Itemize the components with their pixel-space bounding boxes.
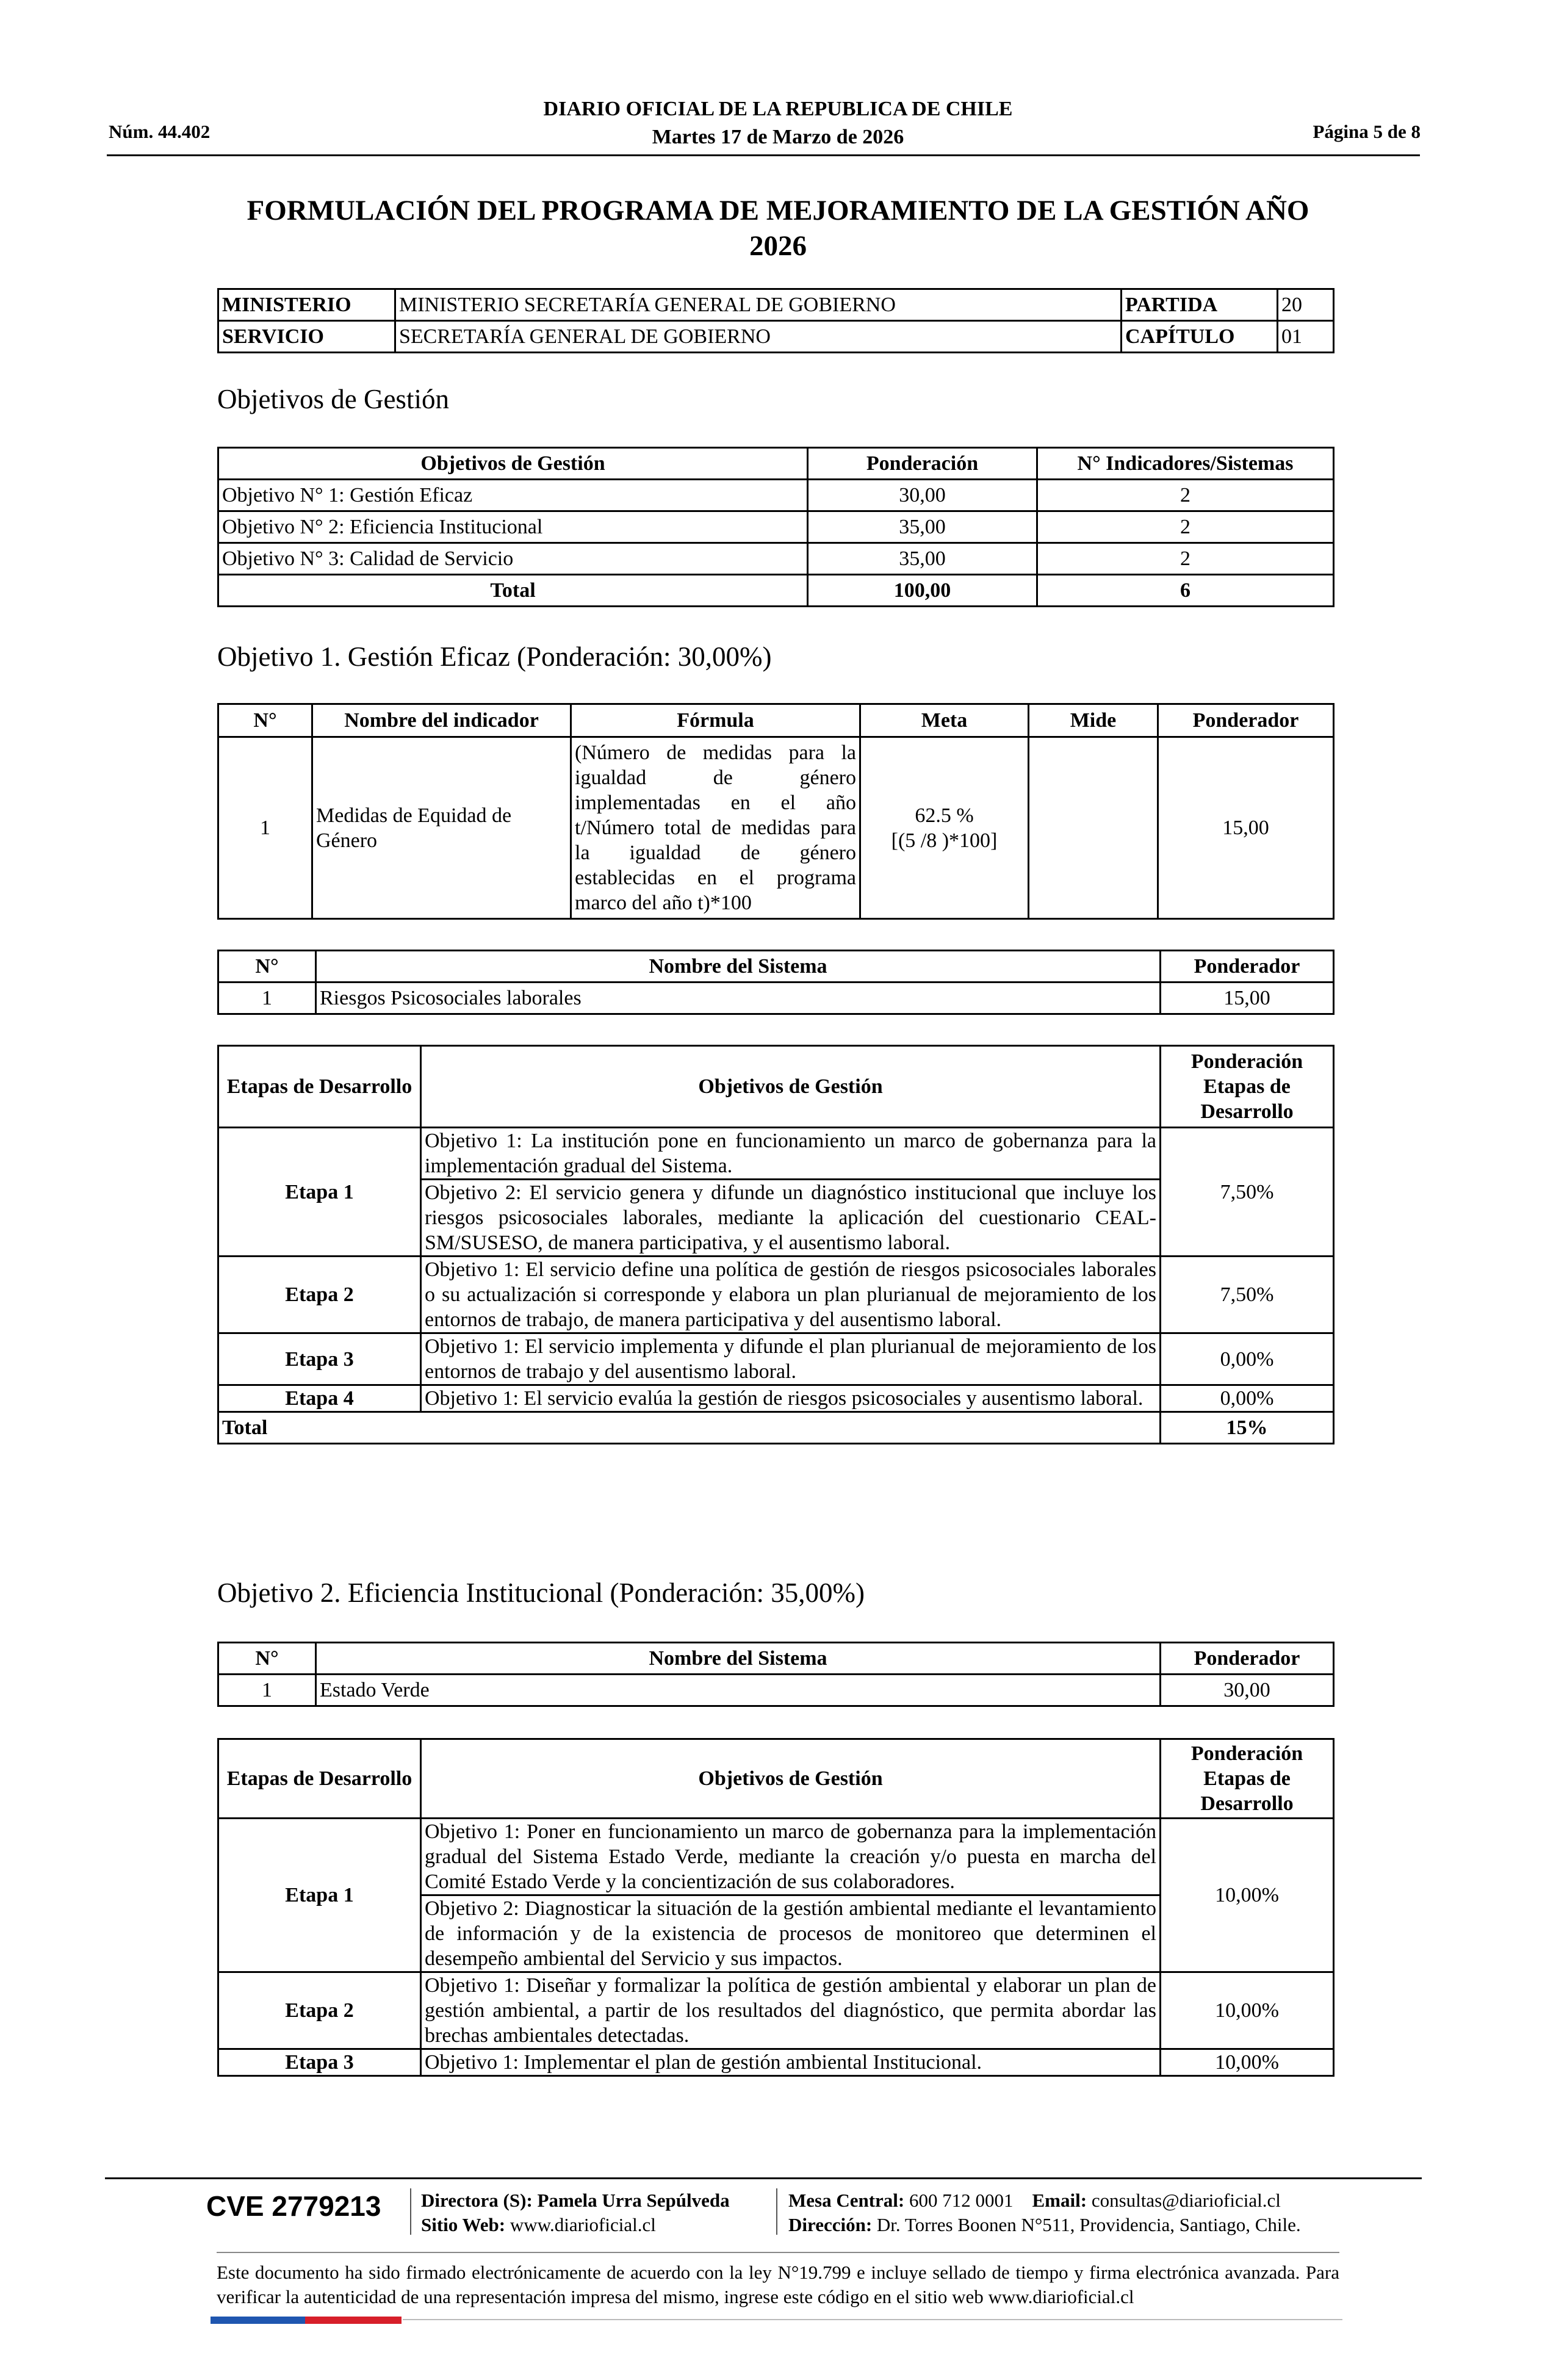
page-number: Página 5 de 8 — [1313, 121, 1421, 142]
system-header-name: Nombre del Sistema — [316, 1643, 1161, 1675]
etapa-row — [218, 2049, 1334, 2076]
etapas-header-objetivos: Objetivos de Gestión — [421, 1046, 1161, 1128]
objetivo-name: Objetivo N° 2: Eficiencia Institucional — [218, 511, 808, 543]
publication-date: Martes 17 de Marzo de 2026 — [652, 126, 904, 148]
indicator-header-mide: Mide — [1029, 704, 1158, 737]
objetivos-header-ponderacion: Ponderación — [808, 448, 1037, 480]
system-table-2 — [217, 1642, 1334, 1707]
bottom-rule — [403, 2319, 1342, 2320]
etapa-label: Etapa 1 — [218, 1128, 421, 1257]
legal-notice: Este documento ha sido firmado electrónicamente de acuerdo con la ley N°19.799 e incluye sellado de tiempo y firma electrónica avanzada. Para verificar la autenticidad de una representación impresa del mismo, ingrese este código en el sitio web www.diarioficial.cl — [217, 2262, 1339, 2307]
etapa-row — [218, 1128, 1334, 1257]
partida-label: PARTIDA — [1122, 289, 1278, 321]
etapa-row — [218, 1385, 1334, 1412]
direccion-value: Dr. Torres Boonen N°511, Providencia, Santiago, Chile. — [876, 2214, 1301, 2235]
etapa-ponderacion: 0,00% — [1161, 1333, 1334, 1385]
etapa-objective: Objetivo 1: Poner en funcionamiento un marco de gobernanza para la implementación gradual del Sistema Estado Verde, mediante la creación y/o puesta en marcha del Comité Estado Verde y la concientización de sus colaboradores. — [425, 1820, 1156, 1893]
indicator-header-ponderador: Ponderador — [1158, 704, 1334, 737]
website-link[interactable]: www.diarioficial.cl — [510, 2214, 656, 2235]
objetivo-ponderacion: 35,00 — [808, 543, 1037, 575]
indicator-header-num: N° — [218, 704, 312, 737]
ministerio-label: MINISTERIO — [218, 289, 395, 321]
cve-code: CVE 2779213 — [206, 2190, 381, 2222]
etapa-objective: Objetivo 2: El servicio genera y difunde un diagnóstico institucional que incluye los riesgos psicosociales laborales, mediante la aplicación del cuestionario CEAL-SM/SUSESO, de manera participativa, y el ausentismo laboral. — [422, 1178, 1159, 1255]
director-name: Pamela Urra Sepúlveda — [537, 2190, 730, 2211]
etapa-objectives — [421, 1819, 1161, 1972]
etapa-label: Etapa 2 — [218, 1257, 421, 1333]
issue-number: Núm. 44.402 — [109, 121, 211, 142]
etapa-row — [218, 1972, 1334, 2049]
system-header-num: N° — [218, 951, 316, 983]
etapa-objective: Objetivo 1: El servicio implementa y difunde el plan plurianual de mejoramiento de los entornos de trabajo y del ausentismo laboral. — [421, 1333, 1161, 1385]
system-num: 1 — [218, 1675, 316, 1706]
etapas-total-value: 15% — [1161, 1412, 1334, 1444]
system-header-ponderador: Ponderador — [1161, 951, 1334, 983]
etapa-ponderacion: 10,00% — [1161, 2049, 1334, 2076]
indicator-meta-formula: [(5 /8 )*100] — [891, 829, 998, 852]
indicator-header-name: Nombre del indicador — [312, 704, 571, 737]
objetivo1-heading: Objetivo 1. Gestión Eficaz (Ponderación: 30,00%) — [217, 641, 772, 672]
objetivos-header-name: Objetivos de Gestión — [218, 448, 808, 480]
etapa-ponderacion: 10,00% — [1161, 1819, 1334, 1972]
capitulo-label: CAPÍTULO — [1122, 321, 1278, 353]
indicator-name: Medidas de Equidad de Género — [312, 737, 571, 919]
objetivo2-heading: Objetivo 2. Eficiencia Institucional (Ponderación: 35,00%) — [217, 1578, 865, 1608]
etapa-row — [218, 1819, 1334, 1972]
indicator-ponderador: 15,00 — [1158, 737, 1334, 919]
etapas-total-row — [218, 1412, 1334, 1444]
objetivo-indicadores: 2 — [1037, 543, 1334, 575]
indicator-formula: (Número de medidas para la igualdad de género implementadas en el año t/Número total de medidas para la igualdad de género establecidas en el programa marco del año t)*100 — [571, 737, 860, 919]
footer-contact-right — [788, 2188, 1301, 2237]
footer-divider-2 — [217, 2252, 1339, 2253]
system-header-name: Nombre del Sistema — [316, 951, 1161, 983]
etapas-table-2 — [217, 1738, 1334, 2077]
flag-stripe-red — [305, 2317, 402, 2324]
etapa-objective: Objetivo 1: Implementar el plan de gestión ambiental Institucional. — [421, 2049, 1161, 2076]
director-label: Directora (S): — [421, 2190, 533, 2211]
system-name: Riesgos Psicosociales laborales — [316, 983, 1161, 1014]
indicator-table — [217, 703, 1334, 920]
mesa-value: 600 712 0001 — [909, 2190, 1014, 2211]
indicator-header-formula: Fórmula — [571, 704, 860, 737]
indicator-mide — [1029, 737, 1158, 919]
indicator-meta — [860, 737, 1029, 919]
objetivos-row — [218, 543, 1334, 575]
footer-divider — [105, 2177, 1422, 2179]
system-name: Estado Verde — [316, 1675, 1161, 1706]
etapa-objective: Objetivo 2: Diagnosticar la situación de la gestión ambiental mediante el levantamiento de información y de la existencia de procesos de monitoreo que determinen el desempeño ambiental del Servicio y sus impactos. — [422, 1894, 1159, 1971]
indicator-num: 1 — [218, 737, 312, 919]
etapa-ponderacion: 10,00% — [1161, 1972, 1334, 2049]
ministerio-value: MINISTERIO SECRETARÍA GENERAL DE GOBIERNO — [395, 289, 1122, 321]
objetivos-table — [217, 447, 1334, 607]
etapas-header-ponderacion: Ponderación Etapas de Desarrollo — [1161, 1739, 1334, 1819]
service-info-table — [217, 288, 1334, 353]
etapa-row — [218, 1257, 1334, 1333]
footer-separator — [410, 2188, 411, 2235]
etapa-label: Etapa 2 — [218, 1972, 421, 2049]
email-label: Email: — [1032, 2190, 1087, 2211]
objetivos-total-label: Total — [218, 575, 808, 607]
partida-value: 20 — [1278, 289, 1334, 321]
direccion-label: Dirección: — [788, 2214, 873, 2235]
servicio-label: SERVICIO — [218, 321, 395, 353]
etapa-ponderacion: 7,50% — [1161, 1257, 1334, 1333]
document-title-line1: FORMULACIÓN DEL PROGRAMA DE MEJORAMIENTO DE LA GESTIÓN AÑO — [247, 195, 1309, 226]
footer-separator — [776, 2188, 777, 2235]
etapas-header-etapa: Etapas de Desarrollo — [218, 1739, 421, 1819]
etapa-label: Etapa 1 — [218, 1819, 421, 1972]
objetivo-name: Objetivo N° 3: Calidad de Servicio — [218, 543, 808, 575]
system-ponderador: 30,00 — [1161, 1675, 1334, 1706]
email-link[interactable]: consultas@diarioficial.cl — [1091, 2190, 1281, 2211]
etapa-ponderacion: 7,50% — [1161, 1128, 1334, 1257]
etapas-total-label: Total — [218, 1412, 1161, 1444]
objetivos-heading: Objetivos de Gestión — [217, 384, 449, 414]
etapa-label: Etapa 3 — [218, 1333, 421, 1385]
system-header-ponderador: Ponderador — [1161, 1643, 1334, 1675]
objetivos-total-ponderacion: 100,00 — [808, 575, 1037, 607]
servicio-value: SECRETARÍA GENERAL DE GOBIERNO — [395, 321, 1122, 353]
objetivos-row — [218, 511, 1334, 543]
system-table-1 — [217, 950, 1334, 1015]
etapa-label: Etapa 4 — [218, 1385, 421, 1412]
system-header-num: N° — [218, 1643, 316, 1675]
indicator-meta-value: 62.5 % — [915, 804, 974, 827]
indicator-row — [218, 737, 1334, 919]
objetivos-total-indicadores: 6 — [1037, 575, 1334, 607]
etapas-header-ponderacion: Ponderación Etapas de Desarrollo — [1161, 1046, 1334, 1128]
objetivos-row — [218, 480, 1334, 511]
etapas-table-1 — [217, 1045, 1334, 1444]
etapa-objective: Objetivo 1: La institución pone en funcionamiento un marco de gobernanza para la implementación gradual del Sistema. — [425, 1130, 1156, 1177]
header-divider — [107, 154, 1420, 156]
etapa-objective: Objetivo 1: El servicio define una política de gestión de riesgos psicosociales laborales o su actualización si corresponde y elabora un plan plurianual de mejoramiento de los entornos de trabajo, de manera participativa y del ausentismo laboral. — [421, 1257, 1161, 1333]
objetivo-ponderacion: 35,00 — [808, 511, 1037, 543]
objetivos-header-indicadores: N° Indicadores/Sistemas — [1037, 448, 1334, 480]
etapa-objective: Objetivo 1: El servicio evalúa la gestión de riesgos psicosociales y ausentismo laboral. — [421, 1385, 1161, 1412]
objetivo-name: Objetivo N° 1: Gestión Eficaz — [218, 480, 808, 511]
system-ponderador: 15,00 — [1161, 983, 1334, 1014]
document-title — [201, 193, 1355, 264]
website-label: Sitio Web: — [421, 2214, 506, 2235]
etapas-header-etapa: Etapas de Desarrollo — [218, 1046, 421, 1128]
etapa-objective: Objetivo 1: Diseñar y formalizar la política de gestión ambiental y elaborar un plan de gestión ambiental, a partir de los resultados del diagnóstico, que permita abordar las brechas ambientales detectadas. — [421, 1972, 1161, 2049]
mesa-label: Mesa Central: — [788, 2190, 905, 2211]
objetivo-ponderacion: 30,00 — [808, 480, 1037, 511]
capitulo-value: 01 — [1278, 321, 1334, 353]
footer-contact-left — [421, 2188, 730, 2237]
etapas-header-objetivos: Objetivos de Gestión — [421, 1739, 1161, 1819]
etapa-row — [218, 1333, 1334, 1385]
indicator-header-meta: Meta — [860, 704, 1029, 737]
flag-stripe-blue — [211, 2317, 305, 2324]
system-row — [218, 983, 1334, 1014]
objetivos-total-row — [218, 575, 1334, 607]
objetivo-indicadores: 2 — [1037, 511, 1334, 543]
system-row — [218, 1675, 1334, 1706]
system-num: 1 — [218, 983, 316, 1014]
publication-name: DIARIO OFICIAL DE LA REPUBLICA DE CHILE — [543, 98, 1013, 120]
document-title-line2: 2026 — [749, 230, 807, 262]
etapa-label: Etapa 3 — [218, 2049, 421, 2076]
etapa-objectives — [421, 1128, 1161, 1257]
objetivo-indicadores: 2 — [1037, 480, 1334, 511]
etapa-ponderacion: 0,00% — [1161, 1385, 1334, 1412]
